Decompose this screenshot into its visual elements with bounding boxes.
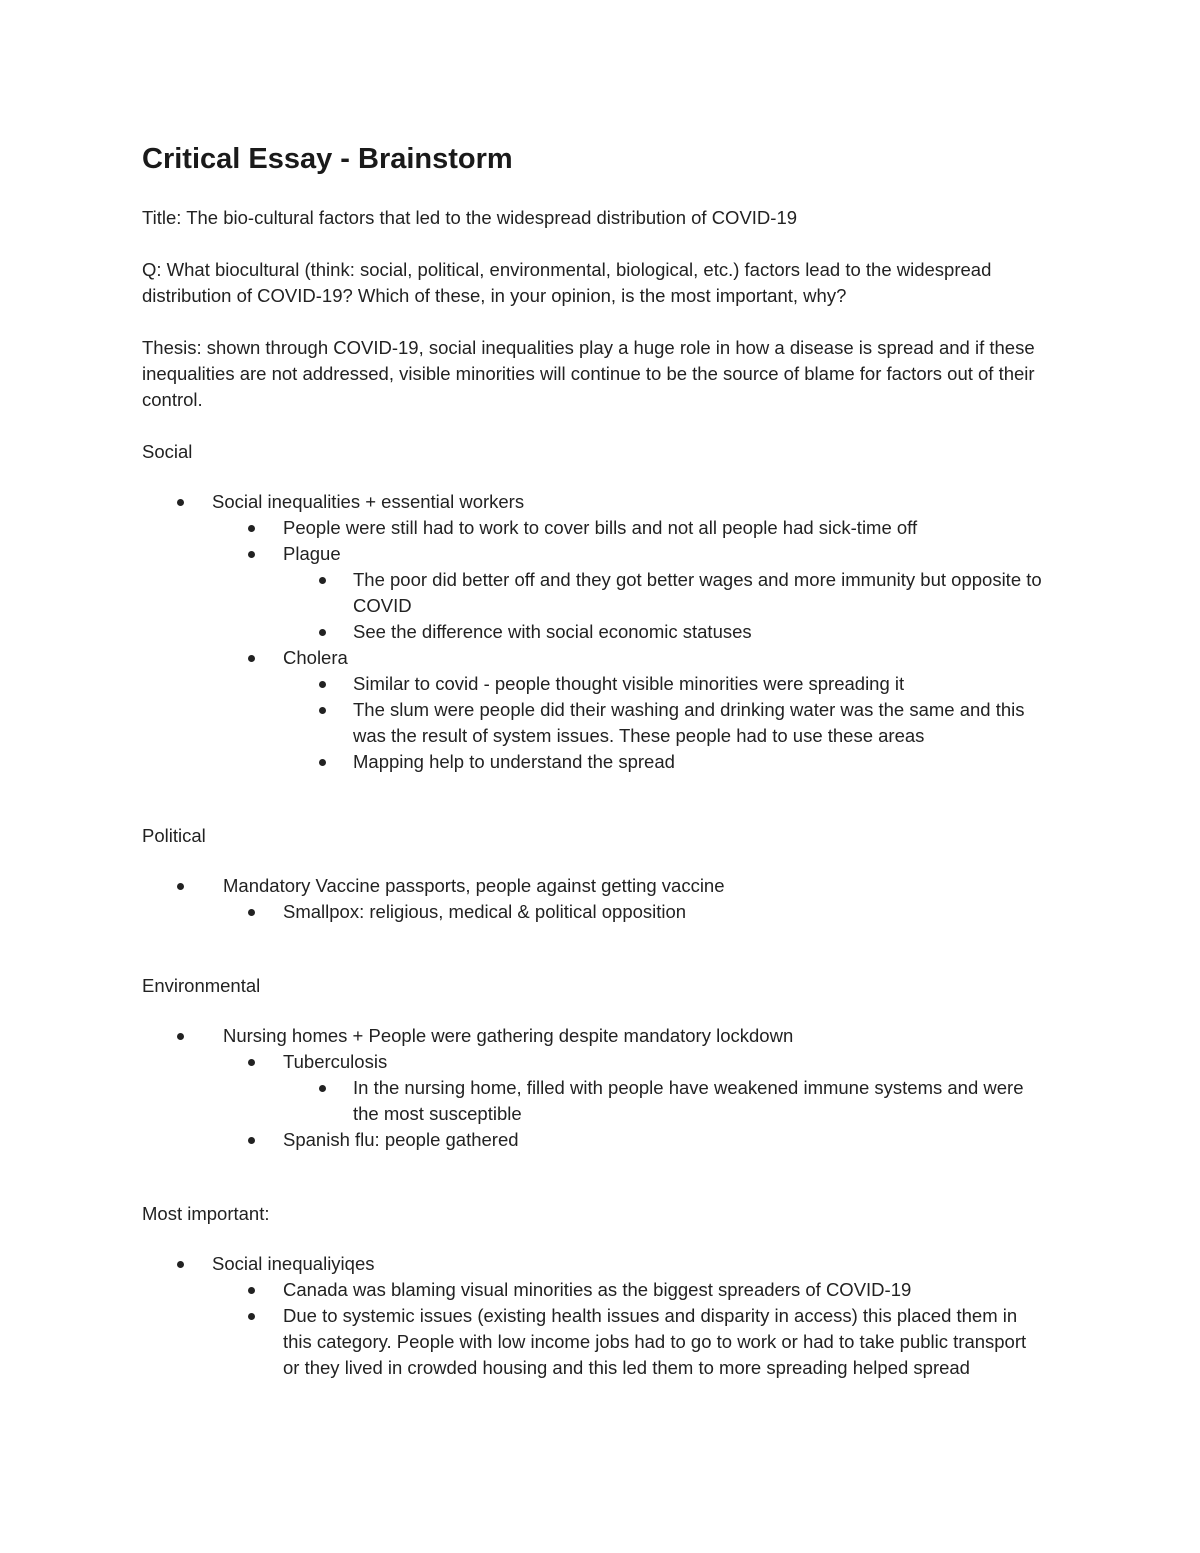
list-item <box>142 489 1047 775</box>
list-item <box>142 873 1047 925</box>
list-item-text: Canada was blaming visual minorities as the biggest spreaders of COVID-19 <box>283 1279 912 1300</box>
thesis-line: Thesis: shown through COVID-19, social inequalities play a huge role in how a disease is spread and if these inequalities are not addressed, visible minorities will continue to be the source of blame for factors out of their control. <box>142 337 1035 410</box>
section-heading-social: Social <box>142 441 193 462</box>
list-item <box>142 1251 1047 1381</box>
sub-sub-list <box>283 567 1047 645</box>
bullet-icon <box>319 577 326 584</box>
list-item-text: Social inequaliyiqes <box>212 1253 375 1274</box>
list-item-text: Due to systemic issues (existing health issues and disparity in access) this placed them in this category. People with low income jobs had to go to work or had to take public transport or they lived in crowded housing and this led them to more spreading helped spread <box>283 1305 1027 1378</box>
bullet-icon <box>248 1137 255 1144</box>
bullet-icon <box>177 1033 184 1040</box>
political-list <box>142 873 1047 925</box>
list-item-text: Smallpox: religious, medical & political opposition <box>283 901 687 922</box>
list-item <box>142 1023 1047 1153</box>
sub-list <box>223 1049 1047 1153</box>
list-item <box>142 515 1047 541</box>
list-item-text: Similar to covid - people thought visible minorities were spreading it <box>353 673 905 694</box>
section-heading-environmental: Environmental <box>142 975 261 996</box>
list-item <box>142 541 1047 645</box>
list-item <box>142 671 1047 697</box>
section-heading-most-important: Most important: <box>142 1203 270 1224</box>
bullet-icon <box>248 551 255 558</box>
list-item <box>142 749 1047 775</box>
list-item <box>142 1277 1047 1303</box>
list-item <box>142 567 1047 619</box>
question-line: Q: What biocultural (think: social, political, environmental, biological, etc.) factors lead to the widespread distribution of COVID-19? Which of these, in your opinion, is the most important, why? <box>142 259 992 306</box>
document-body <box>142 140 1047 1381</box>
list-item <box>142 1049 1047 1127</box>
bullet-icon <box>177 499 184 506</box>
essay-title-line: Title: The bio-cultural factors that led to the widespread distribution of COVID-19 <box>142 207 798 228</box>
most-important-list <box>142 1251 1047 1381</box>
bullet-icon <box>177 1261 184 1268</box>
list-item <box>142 1303 1047 1381</box>
list-item-text: Spanish flu: people gathered <box>283 1129 519 1150</box>
list-item <box>142 1127 1047 1153</box>
bullet-icon <box>248 525 255 532</box>
list-item-text: See the difference with social economic statuses <box>353 621 752 642</box>
list-item-text: Nursing homes + People were gathering despite mandatory lockdown <box>223 1025 794 1046</box>
bullet-icon <box>319 1085 326 1092</box>
bullet-icon <box>319 629 326 636</box>
sub-list <box>223 899 1047 925</box>
list-item-text: People were still had to work to cover bills and not all people had sick-time off <box>283 517 918 538</box>
sub-sub-list <box>283 671 1047 775</box>
bullet-icon <box>248 655 255 662</box>
bullet-icon <box>248 909 255 916</box>
social-list <box>142 489 1047 775</box>
list-item-text: Tuberculosis <box>283 1051 388 1072</box>
list-item <box>142 697 1047 749</box>
list-item <box>142 619 1047 645</box>
bullet-icon <box>248 1313 255 1320</box>
bullet-icon <box>248 1287 255 1294</box>
sub-sub-list <box>283 1075 1047 1127</box>
list-item-text: Mandatory Vaccine passports, people against getting vaccine <box>223 875 725 896</box>
sub-list <box>212 515 1047 775</box>
list-item-text: Cholera <box>283 647 348 668</box>
list-item-text: Social inequalities + essential workers <box>212 491 525 512</box>
list-item-text: Mapping help to understand the spread <box>353 751 675 772</box>
bullet-icon <box>319 707 326 714</box>
bullet-icon <box>248 1059 255 1066</box>
bullet-icon <box>319 681 326 688</box>
sub-list <box>212 1277 1047 1381</box>
environmental-list <box>142 1023 1047 1153</box>
bullet-icon <box>319 759 326 766</box>
list-item <box>142 1075 1047 1127</box>
list-item-text: In the nursing home, filled with people have weakened immune systems and were the most susceptible <box>353 1077 1024 1124</box>
list-item-text: The poor did better off and they got better wages and more immunity but opposite to COVID <box>353 569 1042 616</box>
page-title: Critical Essay - Brainstorm <box>142 143 513 175</box>
list-item-text: Plague <box>283 543 341 564</box>
section-heading-political: Political <box>142 825 206 846</box>
bullet-icon <box>177 883 184 890</box>
list-item-text: The slum were people did their washing and drinking water was the same and this was the result of system issues. These people had to use these areas <box>353 699 1025 746</box>
list-item <box>142 899 1047 925</box>
list-item <box>142 645 1047 775</box>
